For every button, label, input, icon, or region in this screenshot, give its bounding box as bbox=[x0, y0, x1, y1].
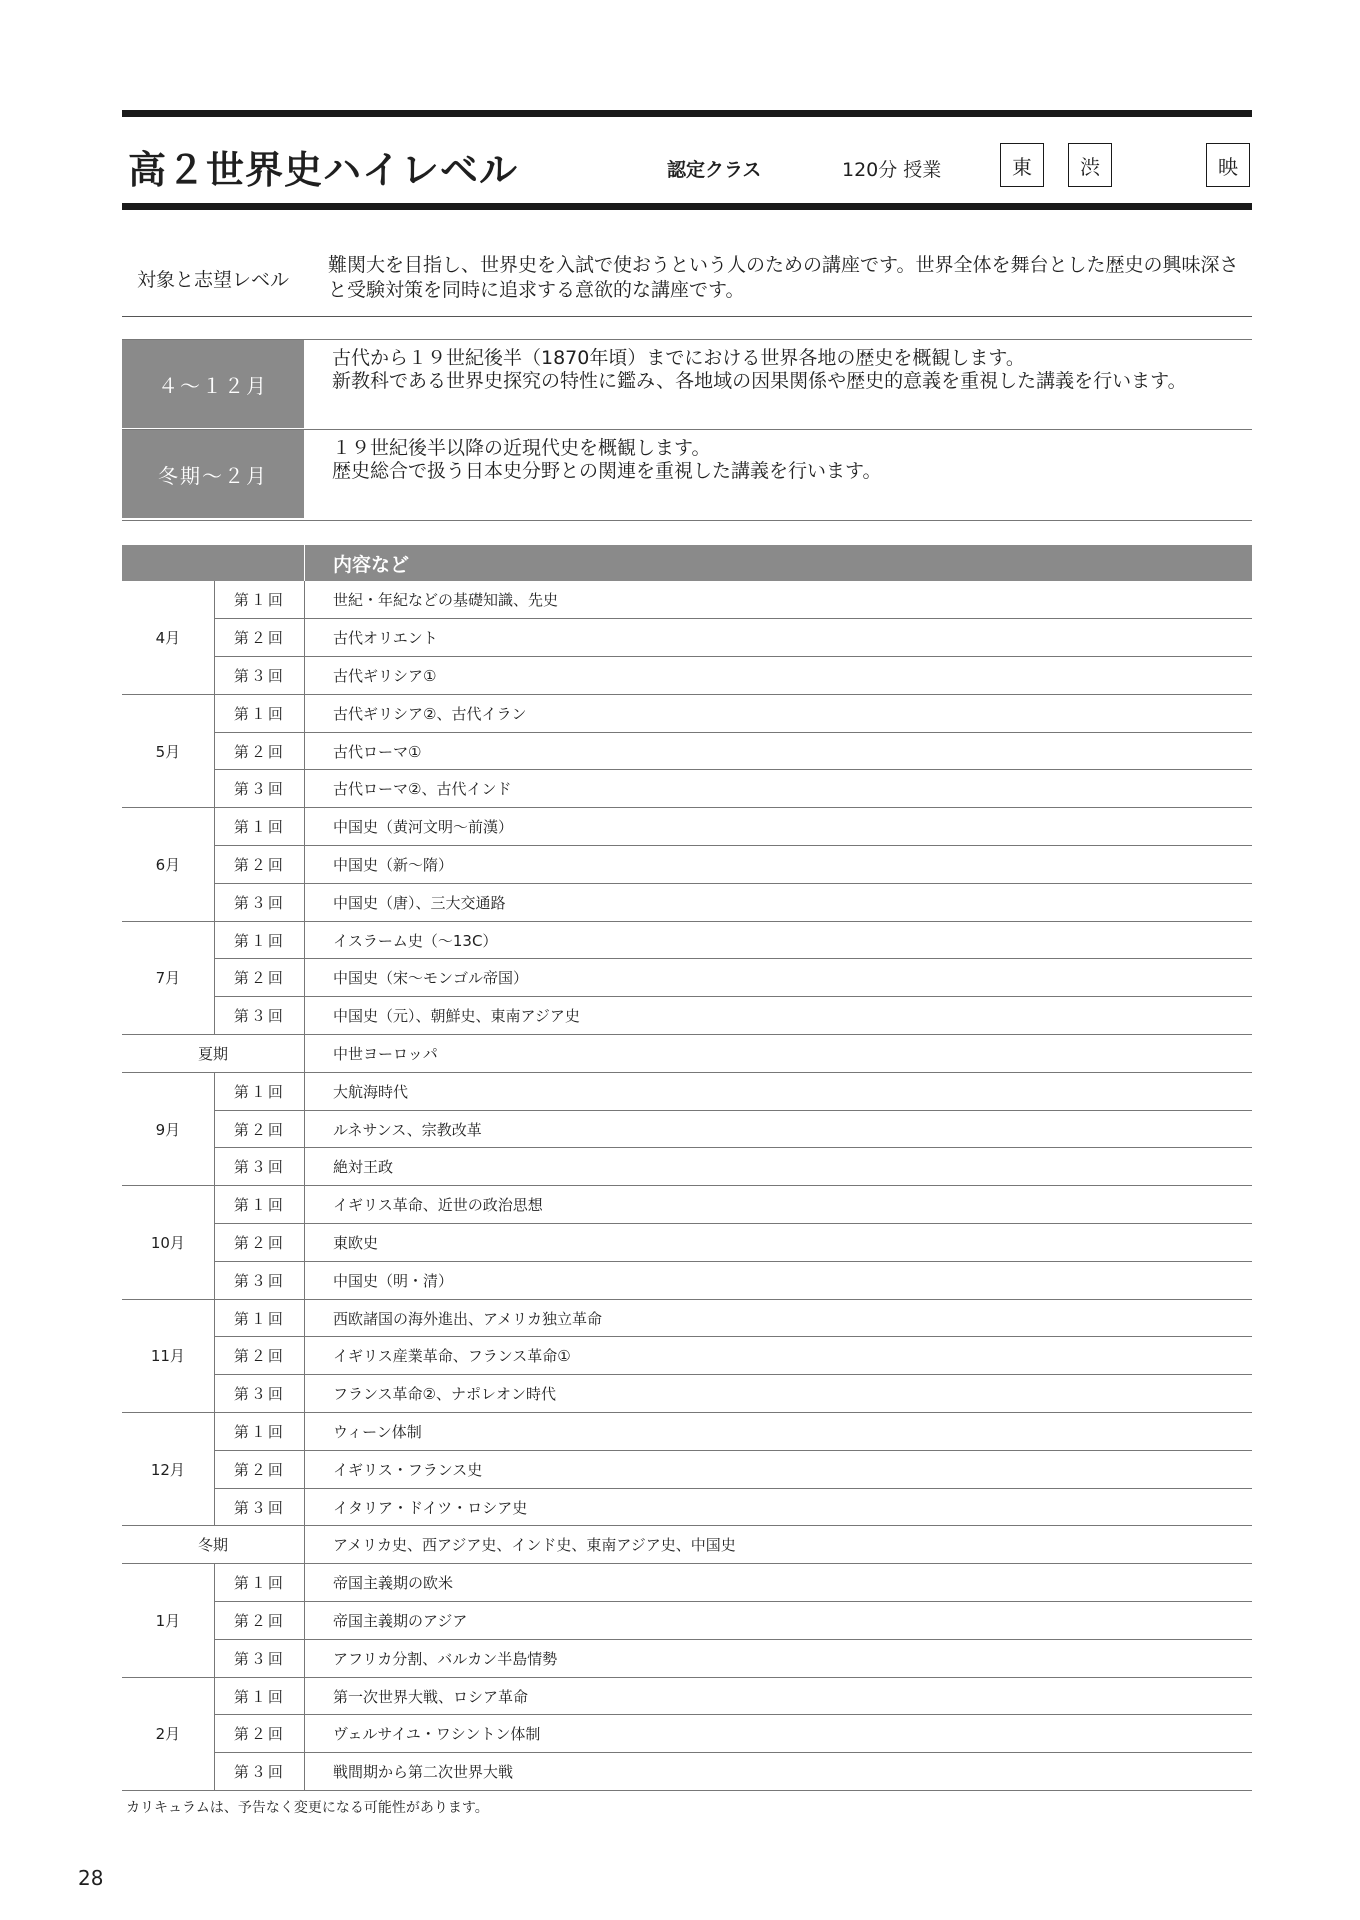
session-number: 第１回 bbox=[214, 808, 304, 846]
schedule-table bbox=[122, 545, 1252, 1791]
lesson-row bbox=[122, 770, 1252, 808]
month-label: 11月 bbox=[122, 1299, 214, 1412]
lesson-content: ヴェルサイユ・ワシントン体制 bbox=[305, 1715, 1253, 1753]
lesson-row bbox=[122, 921, 1252, 959]
lesson-content: 古代ローマ① bbox=[305, 732, 1253, 770]
session-number: 第３回 bbox=[214, 657, 304, 695]
lesson-content: 中国史（宋～モンゴル帝国） bbox=[305, 959, 1253, 997]
lesson-content: 中国史（明・清） bbox=[305, 1261, 1253, 1299]
period-line: 歴史総合で扱う日本史分野との関連を重視した講義を行います。 bbox=[332, 460, 882, 482]
lesson-content: 古代ローマ②、古代インド bbox=[305, 770, 1253, 808]
lesson-content: 絶対王政 bbox=[305, 1148, 1253, 1186]
lesson-content: 世紀・年紀などの基礎知識、先史 bbox=[305, 581, 1253, 619]
schedule-body bbox=[122, 581, 1252, 1791]
period-label-1: ４～１２月 bbox=[122, 340, 304, 428]
lesson-content: イギリス産業革命、フランス革命① bbox=[305, 1337, 1253, 1375]
session-number: 第１回 bbox=[214, 581, 304, 619]
session-number: 第２回 bbox=[214, 732, 304, 770]
lesson-row bbox=[122, 1072, 1252, 1110]
lesson-row bbox=[122, 1186, 1252, 1224]
lesson-row bbox=[122, 1337, 1252, 1375]
lesson-content: イスラーム史（～13C） bbox=[305, 921, 1253, 959]
lesson-row bbox=[122, 1450, 1252, 1488]
campus-badge-2: 渋 bbox=[1068, 143, 1112, 187]
lesson-row bbox=[122, 1753, 1252, 1791]
lesson-content: 古代ギリシア① bbox=[305, 657, 1253, 695]
lesson-row bbox=[122, 808, 1252, 846]
curriculum-note: カリキュラムは、予告なく変更になる可能性があります。 bbox=[126, 1800, 489, 1816]
month-label: 4月 bbox=[122, 581, 214, 694]
session-number: 第１回 bbox=[214, 1564, 304, 1602]
lesson-row bbox=[122, 1639, 1252, 1677]
campus-badge-3: 映 bbox=[1206, 143, 1250, 187]
target-section bbox=[122, 240, 1252, 317]
lesson-row bbox=[122, 1564, 1252, 1602]
session-number: 第２回 bbox=[214, 619, 304, 657]
lesson-row bbox=[122, 1110, 1252, 1148]
lesson-row bbox=[122, 1224, 1252, 1262]
session-number: 第１回 bbox=[214, 694, 304, 732]
lesson-content: 帝国主義期のアジア bbox=[305, 1602, 1253, 1640]
month-label: 2月 bbox=[122, 1677, 214, 1790]
page-number: 28 bbox=[78, 1866, 104, 1890]
session-number: 第２回 bbox=[214, 846, 304, 884]
lesson-content: 中国史（黄河文明～前漢） bbox=[305, 808, 1253, 846]
month-label: 9月 bbox=[122, 1072, 214, 1185]
session-number: 第３回 bbox=[214, 1488, 304, 1526]
session-number: 第２回 bbox=[214, 1602, 304, 1640]
schedule-header-blank bbox=[122, 545, 305, 581]
lesson-row bbox=[122, 1375, 1252, 1413]
schedule-header-row bbox=[122, 545, 1252, 581]
lesson-content: 西欧諸国の海外進出、アメリカ独立革命 bbox=[305, 1299, 1253, 1337]
month-label: 5月 bbox=[122, 694, 214, 807]
lesson-row bbox=[122, 1413, 1252, 1451]
month-label: 10月 bbox=[122, 1186, 214, 1299]
period-line: 古代から１９世紀後半（1870年頃）までにおける世界各地の歴史を概観します。 bbox=[332, 347, 1025, 369]
schedule-header-content: 内容など bbox=[305, 545, 1253, 581]
top-rule bbox=[122, 110, 1252, 117]
lesson-content: ルネサンス、宗教改革 bbox=[305, 1110, 1253, 1148]
period-line: 新教科である世界史探究の特性に鑑み、各地域の因果関係や歴史的意義を重視した講義を行います。 bbox=[332, 370, 1187, 392]
lesson-content: ウィーン体制 bbox=[305, 1413, 1253, 1451]
session-number: 第３回 bbox=[214, 1639, 304, 1677]
session-number: 第３回 bbox=[214, 1148, 304, 1186]
lesson-row bbox=[122, 1715, 1252, 1753]
term-label: 冬期 bbox=[122, 1526, 305, 1564]
session-number: 第３回 bbox=[214, 1375, 304, 1413]
session-number: 第２回 bbox=[214, 1110, 304, 1148]
lesson-row bbox=[122, 1488, 1252, 1526]
lesson-content: 大航海時代 bbox=[305, 1072, 1253, 1110]
session-number: 第３回 bbox=[214, 1261, 304, 1299]
lesson-duration: 120分 授業 bbox=[842, 159, 942, 181]
session-number: 第２回 bbox=[214, 959, 304, 997]
lesson-content: 中国史（元）、朝鮮史、東南アジア史 bbox=[305, 997, 1253, 1035]
period-overview bbox=[122, 339, 1252, 521]
lesson-content: 中国史（唐）、三大交通路 bbox=[305, 883, 1253, 921]
session-number: 第１回 bbox=[214, 921, 304, 959]
course-header bbox=[122, 117, 1252, 203]
lesson-content: 東欧史 bbox=[305, 1224, 1253, 1262]
target-label: 対象と志望レベル bbox=[136, 268, 289, 291]
lesson-content: イタリア・ドイツ・ロシア史 bbox=[305, 1488, 1253, 1526]
session-number: 第１回 bbox=[214, 1299, 304, 1337]
lesson-row bbox=[122, 657, 1252, 695]
lesson-row bbox=[122, 619, 1252, 657]
lesson-row bbox=[122, 959, 1252, 997]
lesson-content: 古代オリエント bbox=[305, 619, 1253, 657]
lesson-content: イギリス革命、近世の政治思想 bbox=[305, 1186, 1253, 1224]
lesson-row bbox=[122, 997, 1252, 1035]
month-label: 1月 bbox=[122, 1564, 214, 1677]
session-number: 第３回 bbox=[214, 1753, 304, 1791]
lesson-content: アフリカ分割、バルカン半島情勢 bbox=[305, 1639, 1253, 1677]
lesson-content: 第一次世界大戦、ロシア革命 bbox=[305, 1677, 1253, 1715]
session-number: 第２回 bbox=[214, 1450, 304, 1488]
lesson-content: イギリス・フランス史 bbox=[305, 1450, 1253, 1488]
session-number: 第３回 bbox=[214, 997, 304, 1035]
lesson-row bbox=[122, 1148, 1252, 1186]
special-term-row bbox=[122, 1526, 1252, 1564]
course-page bbox=[122, 110, 1252, 1817]
session-number: 第３回 bbox=[214, 883, 304, 921]
lesson-row bbox=[122, 694, 1252, 732]
session-number: 第１回 bbox=[214, 1413, 304, 1451]
session-number: 第２回 bbox=[214, 1224, 304, 1262]
header-bottom-rule bbox=[122, 203, 1252, 210]
lesson-content: 中国史（新～隋） bbox=[305, 846, 1253, 884]
session-number: 第３回 bbox=[214, 770, 304, 808]
session-number: 第１回 bbox=[214, 1186, 304, 1224]
lesson-content: 中世ヨーロッパ bbox=[305, 1035, 1253, 1073]
campus-badge-1: 東 bbox=[1000, 143, 1044, 187]
month-label: 12月 bbox=[122, 1413, 214, 1526]
lesson-row bbox=[122, 1677, 1252, 1715]
period-line: １９世紀後半以降の近現代史を概観します。 bbox=[332, 437, 711, 459]
period-description-2 bbox=[304, 430, 1252, 518]
month-label: 6月 bbox=[122, 808, 214, 921]
lesson-content: アメリカ史、西アジア史、インド史、東南アジア史、中国史 bbox=[305, 1526, 1253, 1564]
month-label: 7月 bbox=[122, 921, 214, 1034]
lesson-content: フランス革命②、ナポレオン時代 bbox=[305, 1375, 1253, 1413]
special-term-row bbox=[122, 1035, 1252, 1073]
lesson-row bbox=[122, 581, 1252, 619]
period-description-1 bbox=[304, 340, 1252, 428]
lesson-content: 古代ギリシア②、古代イラン bbox=[305, 694, 1253, 732]
lesson-row bbox=[122, 1261, 1252, 1299]
target-description: 難関大を目指し、世界史を入試で使おうという人のための講座です。世界全体を舞台とした歴史の興味深さと受験対策を同時に追求する意欲的な講座です。 bbox=[328, 254, 1239, 301]
session-number: 第２回 bbox=[214, 1715, 304, 1753]
class-type-label: 認定クラス bbox=[667, 159, 762, 181]
lesson-content: 戦間期から第二次世界大戦 bbox=[305, 1753, 1253, 1791]
lesson-row bbox=[122, 846, 1252, 884]
lesson-row bbox=[122, 1602, 1252, 1640]
term-label: 夏期 bbox=[122, 1035, 305, 1073]
course-title: 高２世界史ハイレベル bbox=[128, 148, 519, 192]
session-number: 第１回 bbox=[214, 1072, 304, 1110]
lesson-row bbox=[122, 883, 1252, 921]
period-row-2 bbox=[122, 430, 1252, 521]
lesson-content: 帝国主義期の欧米 bbox=[305, 1564, 1253, 1602]
period-row-1 bbox=[122, 340, 1252, 430]
session-number: 第２回 bbox=[214, 1337, 304, 1375]
session-number: 第１回 bbox=[214, 1677, 304, 1715]
period-label-2: 冬期～２月 bbox=[122, 430, 304, 518]
lesson-row bbox=[122, 732, 1252, 770]
lesson-row bbox=[122, 1299, 1252, 1337]
